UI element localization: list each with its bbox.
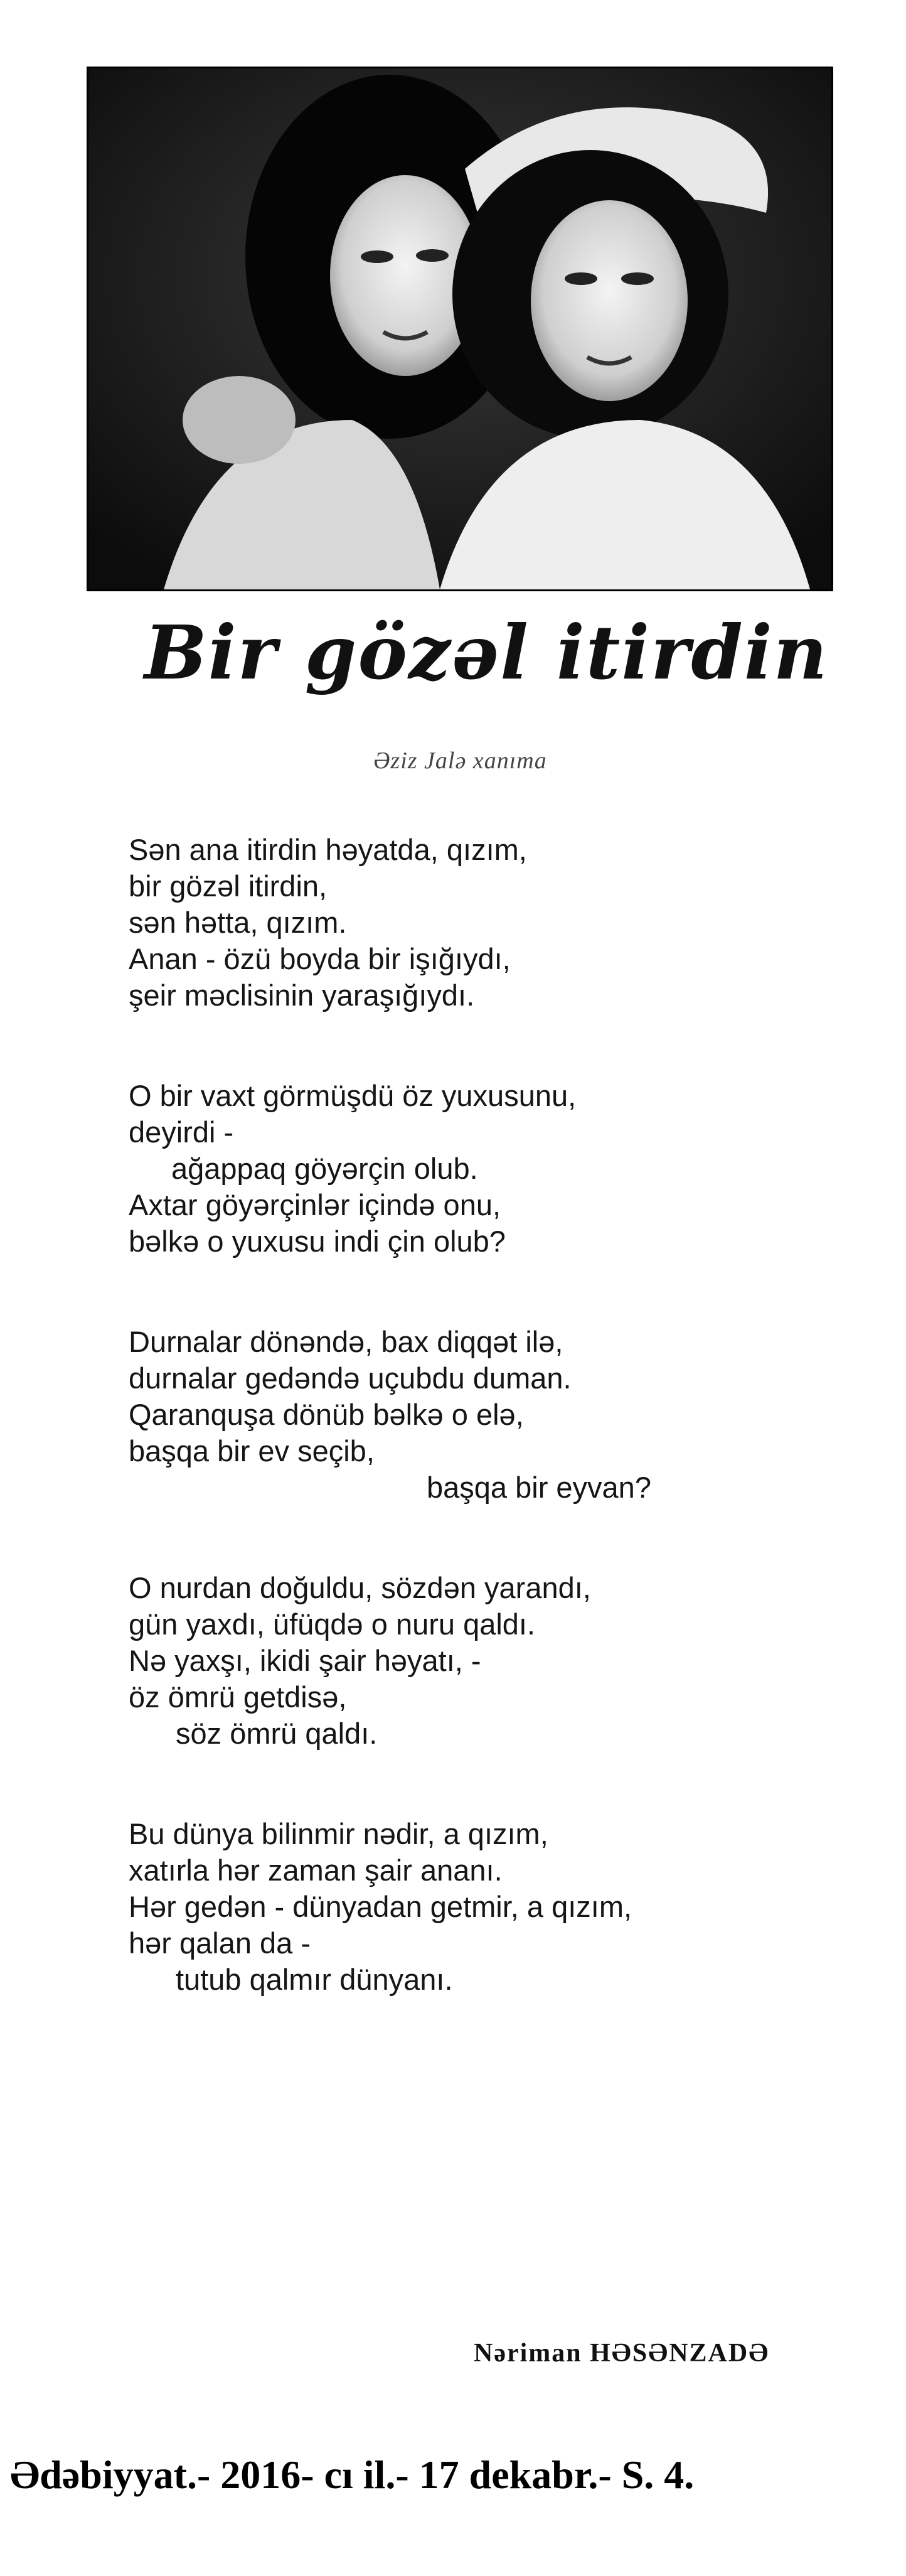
poem-line: durnalar gedəndə uçubdu duman. — [129, 1361, 572, 1395]
poem-line: Nə yaxşı, ikidi şair həyatı, - — [129, 1644, 481, 1677]
poem-line: Hər gedən - dünyadan getmir, a qızım, — [129, 1890, 632, 1923]
poem-line: hər qalan da - — [129, 1926, 311, 1960]
stanza — [129, 1816, 756, 1998]
source-citation: Ədəbiyyat.- 2016- cı il.- 17 dekabr.- S. 4. — [10, 2452, 695, 2497]
stanza-gap — [129, 1014, 756, 1078]
poem-line: O bir vaxt görmüşdü öz yuxusunu, — [129, 1079, 577, 1112]
poem-line: bəlkə o yuxusu indi çin olub? — [129, 1225, 506, 1258]
poem-line: Axtar göyərçinlər içində onu, — [129, 1188, 501, 1221]
dedication: Əziz Jalə xanıma — [373, 748, 547, 774]
poem-line: Qaranquşa dönüb bəlkə o elə, — [129, 1398, 524, 1431]
stanza — [129, 1570, 756, 1752]
poem-line: Bu dünya bilinmir nədir, a qızım, — [129, 1817, 548, 1850]
author-signature: Nəriman HƏSƏNZADƏ — [474, 2339, 770, 2368]
stanza — [129, 1324, 756, 1506]
poem-title: Bir gözəl itirdin — [144, 609, 829, 696]
stanza — [129, 832, 756, 1014]
poem-line: tutub qalmır dünyanı. — [176, 1963, 453, 1996]
poem-line: başqa bir ev seçib, — [129, 1434, 375, 1468]
poem-line: ağappaq göyərçin olub. — [171, 1152, 478, 1185]
poem-line: öz ömrü getdisə, — [129, 1680, 347, 1714]
poem-line: Durnalar dönəndə, bax diqqət ilə, — [129, 1325, 563, 1358]
poem-line: başqa bir eyvan? — [427, 1471, 651, 1504]
stanza-gap — [129, 1752, 756, 1816]
photo-two-women — [87, 67, 833, 591]
stanza-gap — [129, 1506, 756, 1570]
photo-illustration — [88, 68, 831, 589]
poem-line: Sən ana itirdin həyatda, qızım, — [129, 833, 527, 866]
poem-line: sən hətta, qızım. — [129, 906, 347, 939]
poem-line: xatırla hər zaman şair ananı. — [129, 1854, 503, 1887]
poem-line: O nurdan doğuldu, sözdən yarandı, — [129, 1571, 591, 1604]
stanza-gap — [129, 1260, 756, 1324]
poem-line: söz ömrü qaldı. — [176, 1717, 378, 1750]
poem-line: gün yaxdı, üfüqdə o nuru qaldı. — [129, 1607, 536, 1641]
poem-line: bir gözəl itirdin, — [129, 869, 328, 903]
poem-line: deyirdi - — [129, 1115, 234, 1149]
stanza — [129, 1078, 756, 1260]
poem-line: Anan - özü boyda bir işığıydı, — [129, 942, 511, 975]
poem-body — [129, 832, 756, 1998]
poem-line: şeir məclisinin yaraşığıydı. — [129, 979, 475, 1012]
